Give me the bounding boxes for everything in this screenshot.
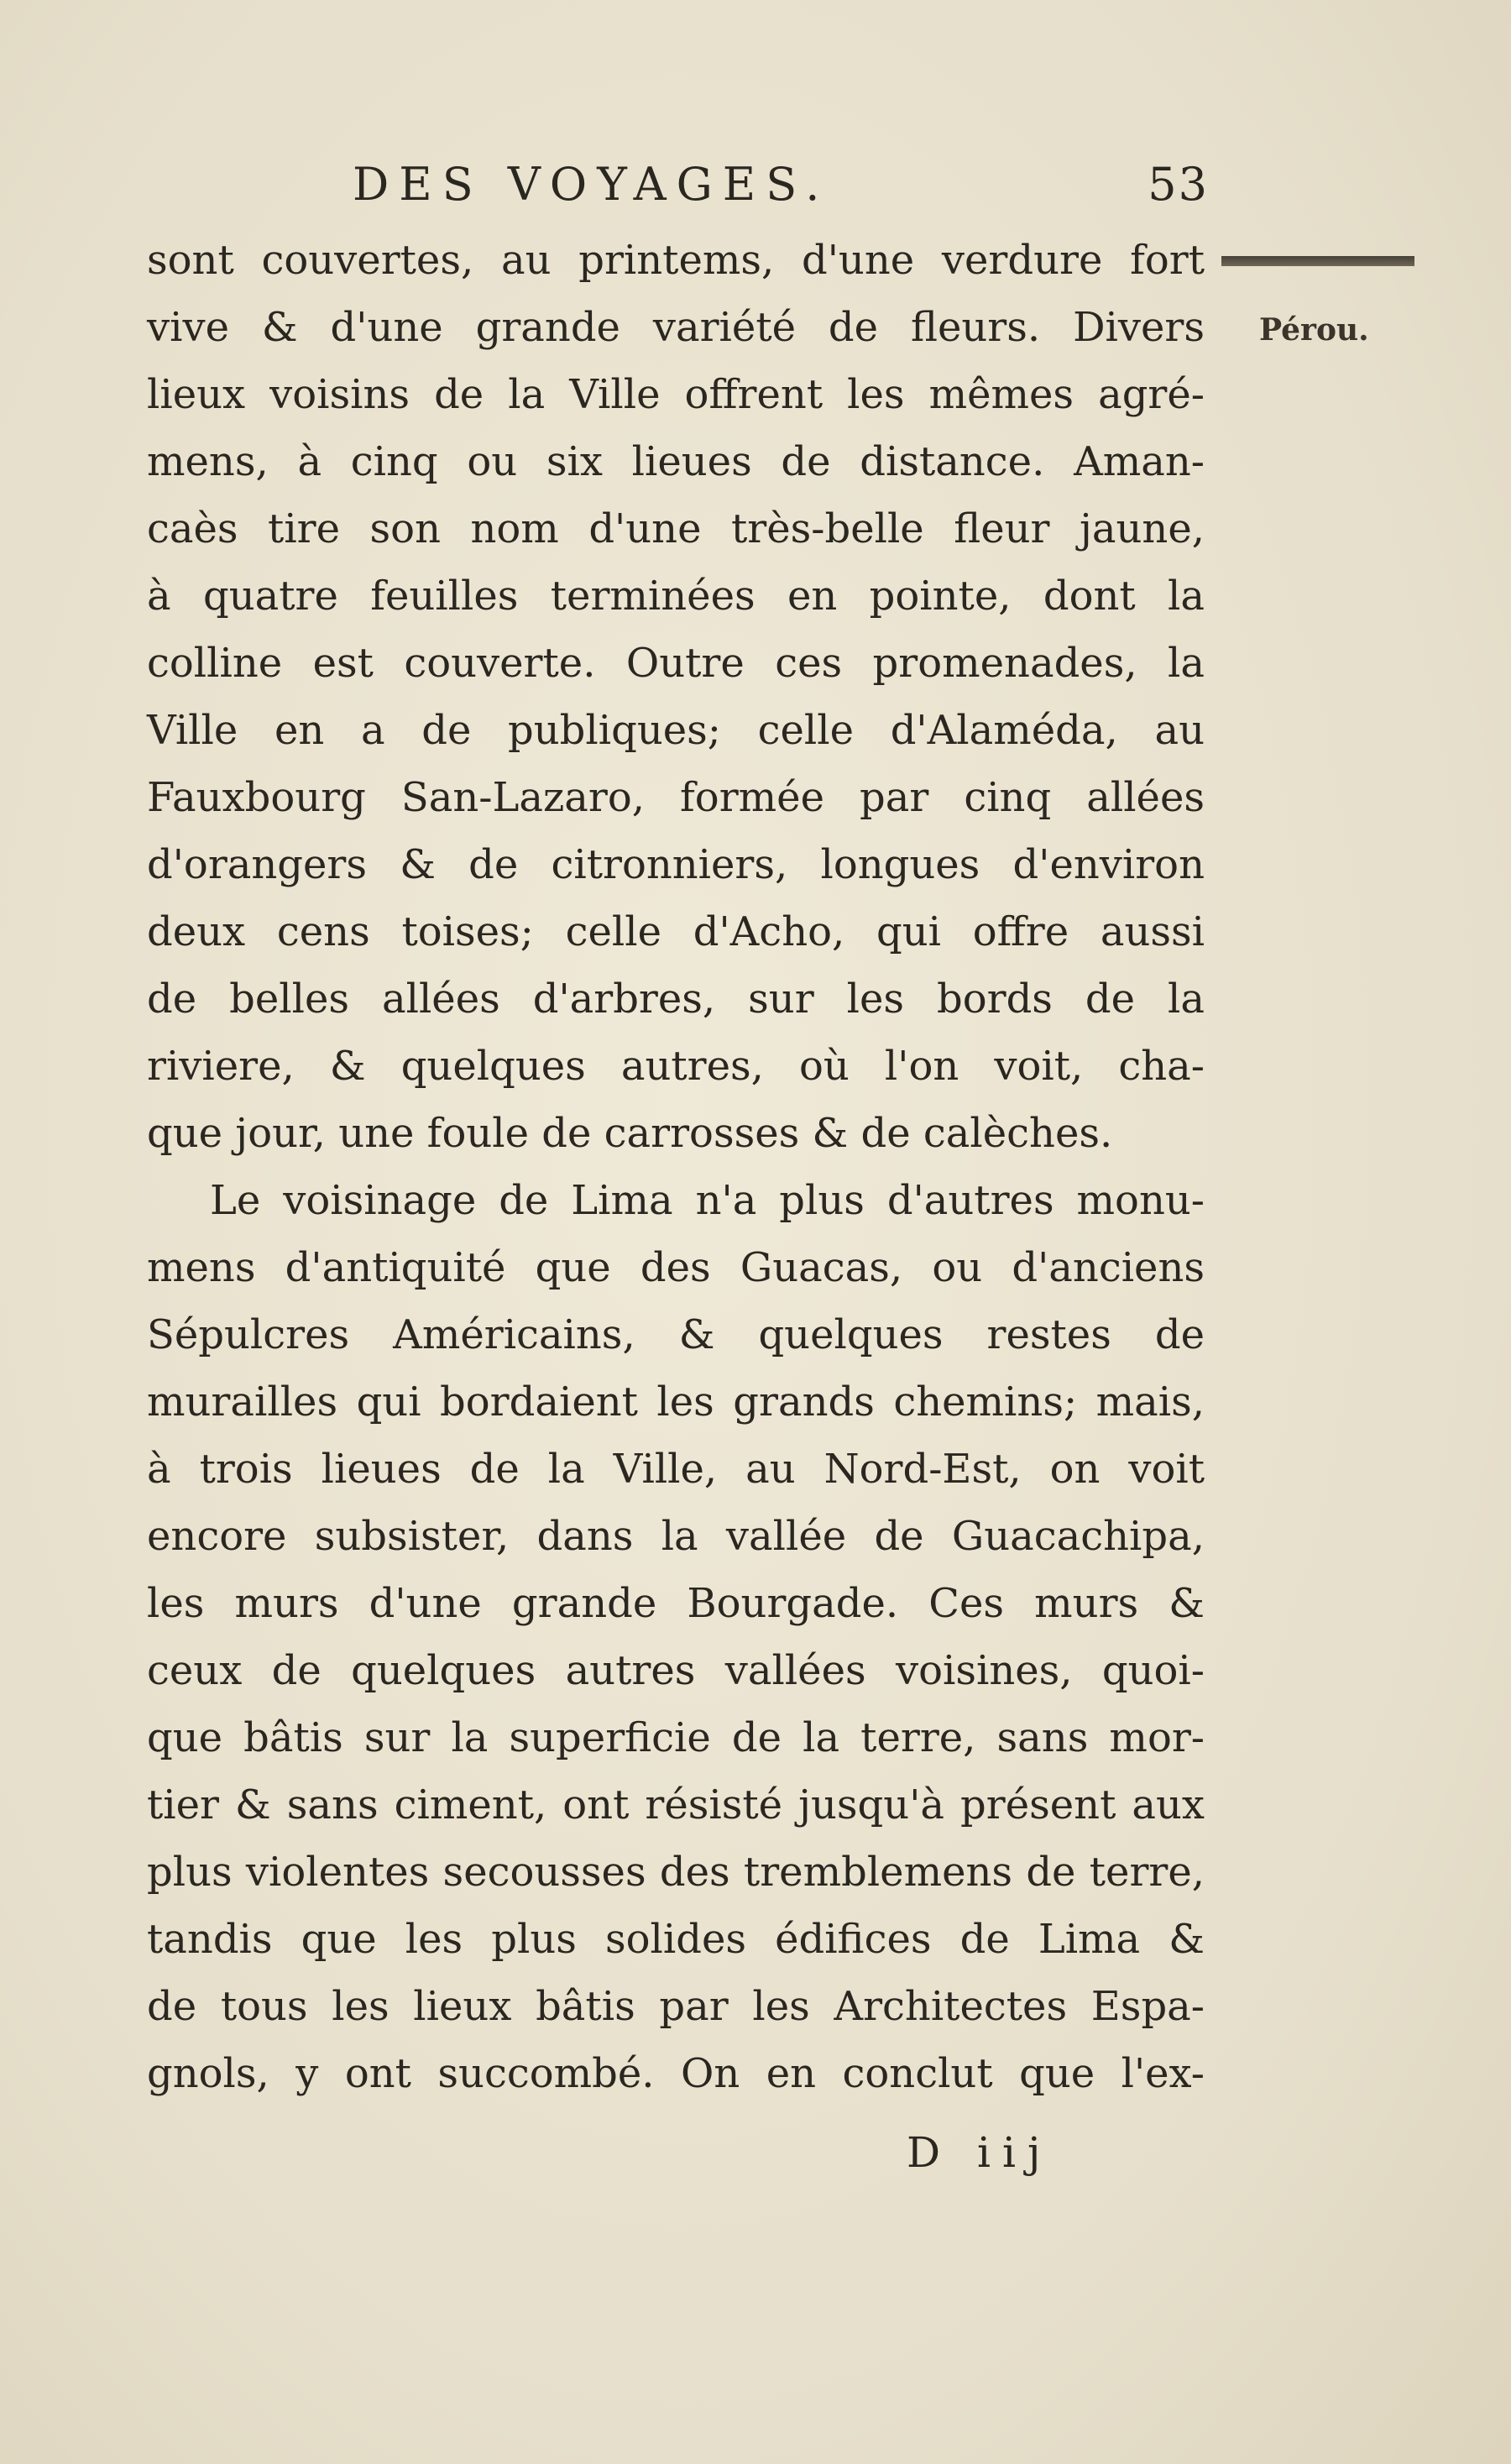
text-line: d'orangers & de citronniers, longues d'environ bbox=[147, 841, 1205, 888]
text-line: Fauxbourg San-Lazaro, formée par cinq allées bbox=[147, 774, 1205, 821]
text-line: gnols, y ont succombé. On en conclut que l'ex- bbox=[147, 2050, 1205, 2097]
text-line: deux cens toises; celle d'Acho, qui offre aussi bbox=[147, 908, 1205, 955]
text-line: plus violentes secousses des tremblemens de terre, bbox=[147, 1849, 1205, 1896]
running-head bbox=[353, 158, 1209, 217]
text-line: mens d'antiquité que des Guacas, ou d'anciens bbox=[147, 1244, 1205, 1291]
text-line: murailles qui bordaient les grands chemins; mais, bbox=[147, 1378, 1205, 1426]
text-line: riviere, & quelques autres, où l'on voit, cha- bbox=[147, 1043, 1205, 1090]
text-line: encore subsister, dans la vallée de Guacachipa, bbox=[147, 1513, 1205, 1560]
text-line: les murs d'une grande Bourgade. Ces murs & bbox=[147, 1580, 1205, 1627]
text-line: tandis que les plus solides édifices de Lima & bbox=[147, 1916, 1205, 1963]
text-line: mens, à cinq ou six lieues de distance. Aman- bbox=[147, 438, 1205, 485]
running-title: DES VOYAGES. bbox=[353, 158, 830, 211]
text-line: à trois lieues de la Ville, au Nord-Est, on voit bbox=[147, 1446, 1205, 1493]
text-line: lieux voisins de la Ville offrent les mêmes agré- bbox=[147, 371, 1205, 418]
text-line: Le voisinage de Lima n'a plus d'autres monu- bbox=[210, 1177, 1205, 1224]
text-line: que bâtis sur la superficie de la terre, sans mor- bbox=[147, 1714, 1205, 1761]
body-text bbox=[147, 227, 1205, 2107]
signature-mark: D iij bbox=[907, 2128, 1053, 2177]
text-line: tier & sans ciment, ont résisté jusqu'à présent aux bbox=[147, 1781, 1205, 1828]
margin-note: Pérou. bbox=[1259, 312, 1369, 348]
text-line: Ville en a de publiques; celle d'Alaméda, au bbox=[147, 707, 1205, 754]
margin-rule bbox=[1221, 256, 1414, 266]
text-line: Sépulcres Américains, & quelques restes de bbox=[147, 1311, 1205, 1358]
text-line: caès tire son nom d'une très-belle fleur jaune, bbox=[147, 505, 1205, 552]
page-number: 53 bbox=[1148, 158, 1209, 211]
text-line: de belles allées d'arbres, sur les bords de la bbox=[147, 976, 1205, 1023]
text-line: que jour, une foule de carrosses & de calèches. bbox=[147, 1110, 1113, 1157]
text-line: ceux de quelques autres vallées voisines, quoi- bbox=[147, 1647, 1205, 1694]
text-line: sont couvertes, au printems, d'une verdure fort bbox=[147, 237, 1205, 284]
text-line: de tous les lieux bâtis par les Architectes Espa- bbox=[147, 1983, 1205, 2030]
text-line: vive & d'une grande variété de fleurs. Divers bbox=[147, 304, 1205, 351]
text-line: à quatre feuilles terminées en pointe, dont la bbox=[147, 573, 1205, 620]
text-line: colline est couverte. Outre ces promenades, la bbox=[147, 640, 1205, 687]
